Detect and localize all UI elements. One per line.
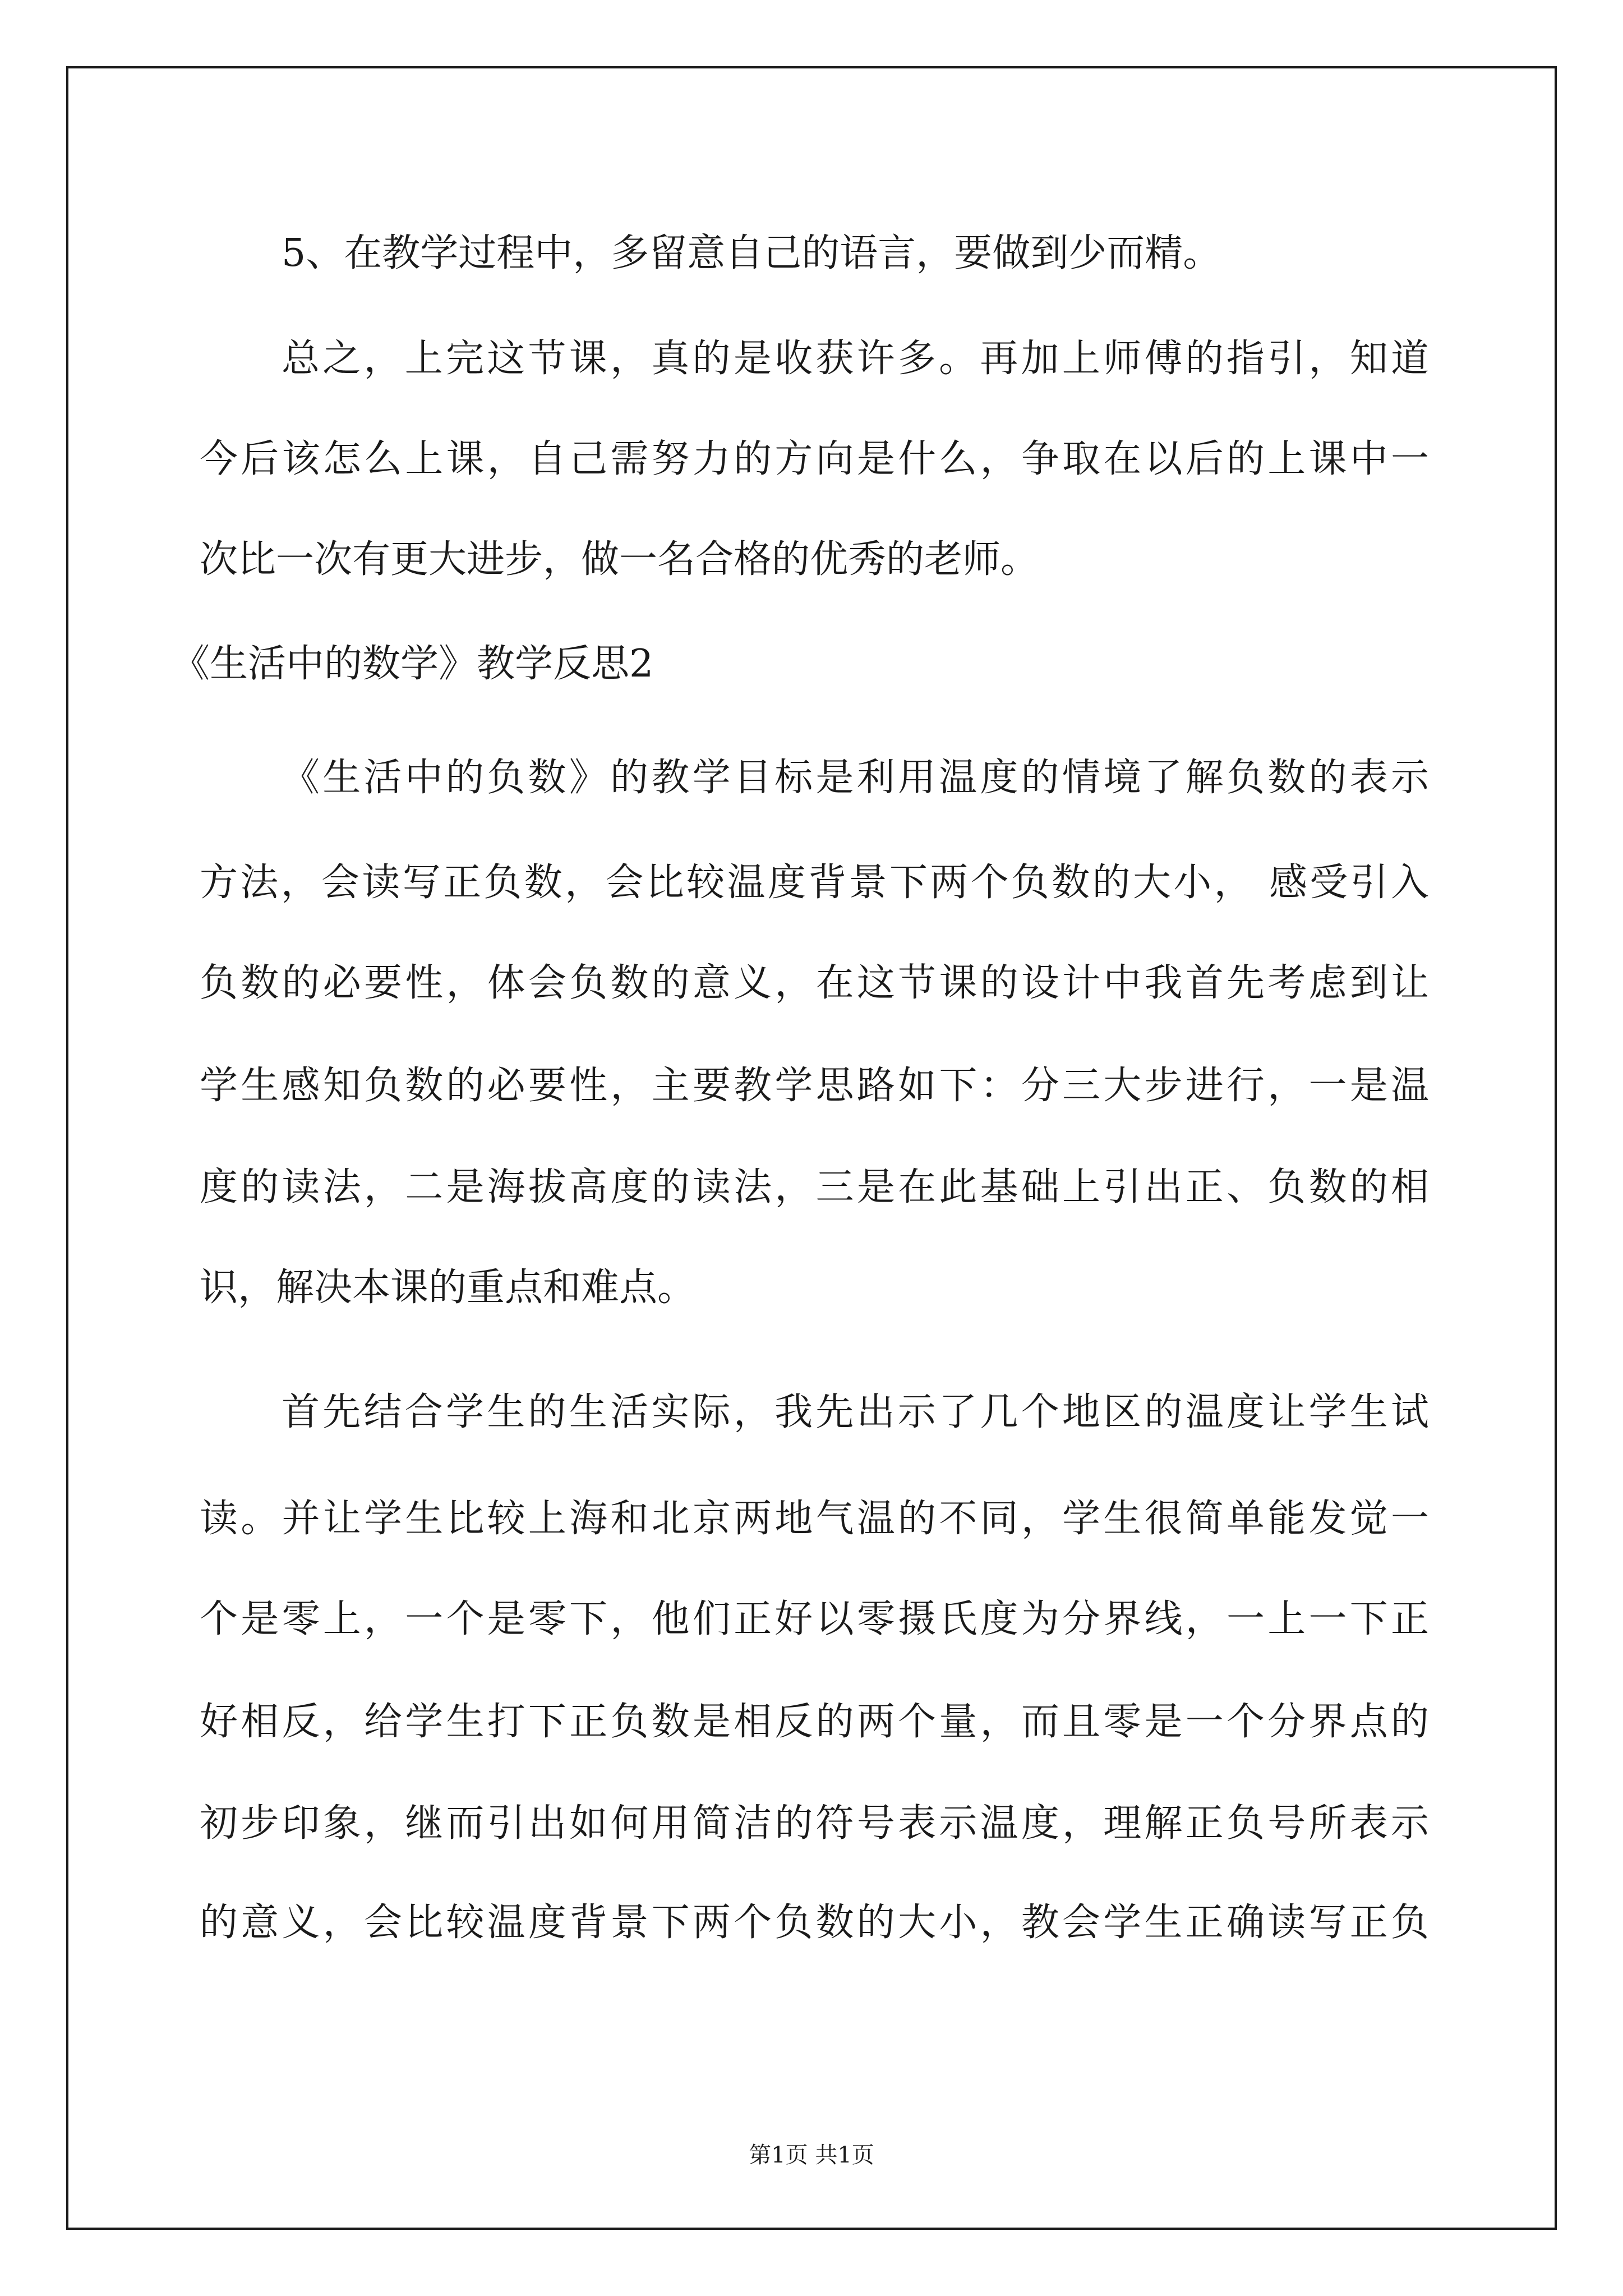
paragraph-line: 识，解决本课的重点和难点。 xyxy=(200,1266,696,1310)
paragraph-line: 今后该怎么上课，自己需努力的方向是什么，争取在以后的上课中一 xyxy=(200,437,1429,481)
paragraph-line: 《生活中的负数》的教学目标是利用温度的情境了解负数的表示 xyxy=(282,756,1429,800)
paragraph-line: 个是零上，一个是零下，他们正好以零摄氏度为分界线，一上一下正 xyxy=(200,1597,1429,1641)
paragraph-line: 度的读法，二是海拔高度的读法，三是在此基础上引出正、负数的相 xyxy=(200,1165,1429,1209)
paragraph-line: 读。并让学生比较上海和北京两地气温的不同，学生很简单能发觉一 xyxy=(200,1497,1429,1541)
paragraph-line: 5、在教学过程中，多留意自己的语言，要做到少而精。 xyxy=(282,231,1221,275)
section-heading: 《生活中的数学》教学反思2 xyxy=(172,642,654,686)
paragraph-line: 次比一次有更大进步，做一名合格的优秀的老师。 xyxy=(200,537,1039,582)
paragraph-line: 负数的必要性，体会负数的意义，在这节课的设计中我首先考虑到让 xyxy=(200,961,1429,1005)
paragraph-line: 的意义，会比较温度背景下两个负数的大小，教会学生正确读写正负 xyxy=(200,1901,1429,1945)
paragraph-line: 首先结合学生的生活实际，我先出示了几个地区的温度让学生试 xyxy=(282,1390,1429,1434)
paragraph-line: 初步印象，继而引出如何用简洁的符号表示温度，理解正负号所表示 xyxy=(200,1801,1429,1846)
paragraph-line: 学生感知负数的必要性，主要教学思路如下：分三大步进行，一是温 xyxy=(200,1064,1429,1108)
paragraph-line: 好相反，给学生打下正负数是相反的两个量，而且零是一个分界点的 xyxy=(200,1700,1429,1744)
paragraph-line: 方法，会读写正负数，会比较温度背景下两个负数的大小， 感受引入 xyxy=(200,861,1429,905)
paragraph-line: 总之，上完这节课，真的是收获许多。再加上师傅的指引，知道 xyxy=(282,337,1429,381)
page-number-footer: 第1页 共1页 xyxy=(749,2142,874,2168)
